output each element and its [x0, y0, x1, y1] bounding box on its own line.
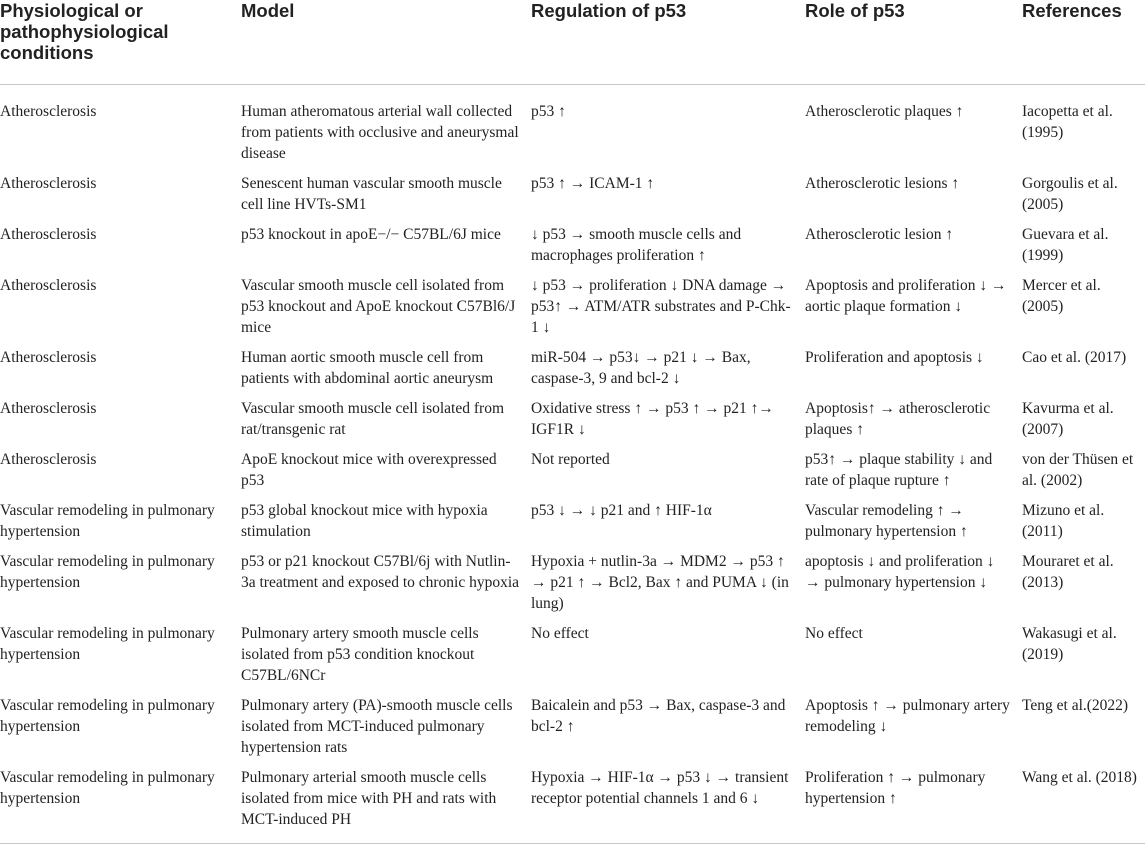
cell-role: Apoptosis and proliferation ↓ → aortic plaque formation ↓	[805, 277, 1007, 316]
cell-regulation: Oxidative stress ↑ → p53 ↑ → p21 ↑→ IGF1R ↓	[531, 400, 774, 439]
cell-role: No effect	[805, 625, 863, 642]
cell-condition: Vascular remodeling in pulmonary hypertension	[0, 553, 215, 592]
cell-reference: Mouraret et al. (2013)	[1022, 553, 1114, 592]
cell-model: Vascular smooth muscle cell isolated from rat/transgenic rat	[241, 400, 505, 439]
cell-condition: Atherosclerosis	[0, 226, 97, 243]
cell-reference: Teng et al.(2022)	[1022, 697, 1129, 714]
cell-reference: Wakasugi et al. (2019)	[1022, 625, 1117, 664]
cell-model: p53 or p21 knockout C57Bl/6j with Nutlin-3a treatment and exposed to chronic hypoxia	[241, 553, 520, 592]
cell-role: Apoptosis ↑ → pulmonary artery remodeling ↓	[805, 697, 1010, 736]
header-model: Model	[241, 0, 295, 21]
cell-condition: Vascular remodeling in pulmonary hypertension	[0, 697, 215, 736]
cell-condition: Atherosclerosis	[0, 175, 97, 192]
header-regulation: Regulation of p53	[531, 0, 687, 21]
cell-condition: Atherosclerosis	[0, 103, 97, 120]
cell-model: ApoE knockout mice with overexpressed p53	[241, 451, 497, 490]
cell-regulation: miR-504 → p53↓ → p21 ↓ → Bax, caspase-3, 9 and bcl-2 ↓	[531, 349, 751, 388]
header-references: References	[1022, 0, 1122, 21]
cell-model: p53 knockout in apoE−/− C57BL/6J mice	[241, 226, 501, 243]
cell-role: Atherosclerotic plaques ↑	[805, 103, 964, 120]
cell-regulation: ↓ p53 → smooth muscle cells and macrophages proliferation ↑	[531, 226, 742, 265]
cell-reference: Wang et al. (2018)	[1022, 769, 1137, 786]
cell-regulation: Hypoxia → HIF-1α → p53 ↓ → transient receptor potential channels 1 and 6 ↓	[531, 769, 789, 808]
cell-model: Pulmonary artery smooth muscle cells isolated from p53 condition knockout C57BL/6NCr	[241, 625, 479, 685]
cell-regulation: Baicalein and p53 → Bax, caspase-3 and bcl-2 ↑	[531, 697, 786, 736]
cell-regulation: p53 ↑ → ICAM-1 ↑	[531, 175, 655, 192]
cell-reference: Mercer et al. (2005)	[1022, 277, 1101, 316]
cell-model: Vascular smooth muscle cell isolated from p53 knockout and ApoE knockout C57Bl6/J mice	[241, 277, 516, 337]
cell-condition: Vascular remodeling in pulmonary hypertension	[0, 502, 215, 541]
cell-regulation: p53 ↑	[531, 103, 566, 120]
cell-regulation: p53 ↓ → ↓ p21 and ↑ HIF-1α	[531, 502, 712, 519]
header-role: Role of p53	[805, 0, 905, 21]
cell-regulation: ↓ p53 → proliferation ↓ DNA damage → p53↑ → ATM/ATR substrates and P-Chk-1 ↓	[531, 277, 791, 337]
cell-reference: Cao et al. (2017)	[1022, 349, 1127, 366]
header-conditions: Physiological or pathophysiological conditions	[0, 0, 169, 63]
cell-model: p53 global knockout mice with hypoxia stimulation	[241, 502, 488, 541]
table-header	[0, 0, 1145, 85]
table-bottom-rule	[0, 843, 1145, 844]
cell-model: Pulmonary artery (PA)-smooth muscle cells isolated from MCT-induced pulmonary hypertension rats	[241, 697, 513, 757]
cell-role: p53↑ → plaque stability ↓ and rate of plaque rupture ↑	[805, 451, 993, 490]
cell-regulation: No effect	[531, 625, 589, 642]
cell-model: Human atheromatous arterial wall collected from patients with occlusive and aneurysmal disease	[241, 103, 519, 163]
cell-role: Proliferation ↑ → pulmonary hypertension ↑	[805, 769, 986, 808]
cell-reference: Gorgoulis et al. (2005)	[1022, 175, 1118, 214]
cell-reference: Iacopetta et al. (1995)	[1022, 103, 1113, 142]
cell-condition: Vascular remodeling in pulmonary hypertension	[0, 625, 215, 664]
cell-reference: Mizuno et al. (2011)	[1022, 502, 1105, 541]
cell-model: Human aortic smooth muscle cell from patients with abdominal aortic aneurysm	[241, 349, 494, 388]
cell-reference: von der Thüsen et al. (2002)	[1022, 451, 1134, 490]
cell-condition: Atherosclerosis	[0, 400, 97, 417]
cell-condition: Atherosclerosis	[0, 349, 97, 366]
cell-role: apoptosis ↓ and proliferation ↓ → pulmonary hypertension ↓	[805, 553, 995, 592]
cell-role: Proliferation and apoptosis ↓	[805, 349, 984, 366]
cell-model: Pulmonary arterial smooth muscle cells isolated from mice with PH and rats with MCT-induced PH	[241, 769, 497, 829]
cell-role: Apoptosis↑ → atherosclerotic plaques ↑	[805, 400, 991, 439]
cell-reference: Kavurma et al. (2007)	[1022, 400, 1114, 439]
cell-model: Senescent human vascular smooth muscle cell line HVTs-SM1	[241, 175, 502, 214]
cell-reference: Guevara et al. (1999)	[1022, 226, 1109, 265]
cell-role: Vascular remodeling ↑ → pulmonary hypertension ↑	[805, 502, 968, 541]
cell-regulation: Hypoxia + nutlin-3a → MDM2 → p53 ↑ → p21 ↑ → Bcl2, Bax ↑ and PUMA ↓ (in lung)	[531, 553, 789, 613]
cell-condition: Atherosclerosis	[0, 277, 97, 294]
cell-role: Atherosclerotic lesion ↑	[805, 226, 954, 243]
cell-condition: Atherosclerosis	[0, 451, 97, 468]
cell-regulation: Not reported	[531, 451, 610, 468]
cell-role: Atherosclerotic lesions ↑	[805, 175, 960, 192]
cell-condition: Vascular remodeling in pulmonary hypertension	[0, 769, 215, 808]
